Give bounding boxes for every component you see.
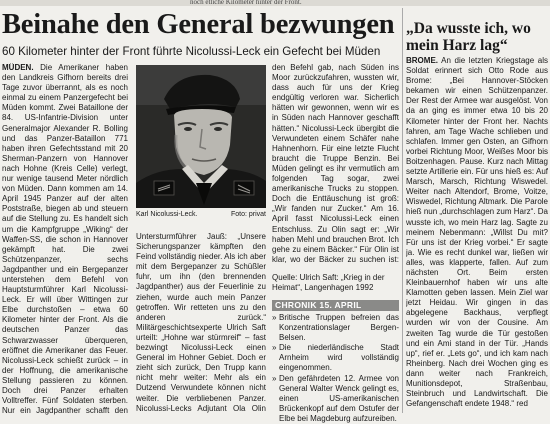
chronik-list xyxy=(272,313,399,424)
source-note: Quelle: Ulrich Saft: „Krieg in der Heimat“, Langenhagen 1992 xyxy=(272,273,385,293)
sidebar-text: An die letzten Kriegstage als Soldat erinnert sich Otto Rode aus Brome: „Bei Hannover-Stöcken bekamen wir einen Schützenpanzer. Der Rest der Armee war ausgelöst. Von da an ging es immer etwa 10 bis 20 Kilometer hinter der Front her. Nachts fahren, am Tage Wache schlieben und schlafen. Immer gen Osten, an Gifhorn vorbei Richtung Moor, Weißes Moor bis Boitzenhagen. Pause. Kurz nach Mittag setzte Artillerie ein. Für uns hieß es: Auf Marsch, Marsch, Richtung Wiswedel. Weiter nach Altendorf, Brome, Voitze, Wiswedel, Richtung Altmark. Die Parole hieß nun „durchschlagen zum Harz“. Da wusste ich, wo mein Harz lag. Sagte zu meinem Nebenmann: „Willst Du mit? Für uns ist der Krieg vorbei.“ Er sagte ja. Wie es recht dunkel war, ließen wir alles, was klapperte, fallen. Auf zum nächsten Ort. Beim ersten Kleinbauernhof haben wir uns alte Klamotten geben lassen. Mein Ziel war jetzt Heidau. Wir gingen in das abgelegene Backhaus, verpflegt wurden wir von der Cousine. Am zweiten Tag wurde die Tür gestoßen und ein Ami stand in der Tür. „Hands up“, rief er. „Lets go“, und ich kam nach Rheinberg. Nach drei Wochen ging es dann weiter nach Frankreich, Munitionsdepot, Straßenbau, Steinbruch und Landwirtschaft. Die Gefangenschaft endete 1948.“ xyxy=(406,56,548,409)
article-column-2 xyxy=(136,232,266,415)
article-column-3 xyxy=(272,63,399,263)
sidebar-article xyxy=(406,56,548,414)
photo-caption: Karl Nicolussi-Leck. xyxy=(136,211,198,218)
sidebar-headline: „Da wusste ich, wo mein Harz lag“ xyxy=(406,20,531,54)
chronik-header: CHRONIK 15. APRIL xyxy=(272,300,399,311)
column-divider xyxy=(402,8,403,413)
sidebar-dateline: BROME. xyxy=(406,56,438,65)
portrait-photo xyxy=(136,65,266,208)
chronik-item: » Die niederländische Stadt Arnheim wird vollständig eingenommen. xyxy=(272,343,399,373)
chronik-item: » Britische Truppen befreien das Konzentrationslager Bergen-Belsen. xyxy=(272,313,399,343)
top-strip-text: noch etliche Kilometer hinter der Front. xyxy=(190,0,302,6)
article-column-1 xyxy=(2,63,128,415)
author-signature: red xyxy=(516,399,528,409)
headline: Beinahe den General bezwungen xyxy=(2,9,395,40)
dateline: MÜDEN. xyxy=(2,63,34,72)
top-strip xyxy=(0,0,550,6)
photo-credit: Foto: privat xyxy=(230,211,266,218)
subheadline: 60 Kilometer hinter der Front führte Nicolussi-Leck ein Gefecht bei Müden xyxy=(2,45,381,58)
column-3-text: den Befehl gab, nach Süden ins Moor zurückzufahren, wussten wir, dass auch für uns der Krieg endgültig verloren war. Sicherlich hätten wir gewonnen, wenn wir es in Süden nach Hannover geschafft hätten.“ Nicolussi-Leck übergibt die Verwundeten einem Schäfer nahe Hahnenhorn. Für eine letzte Flucht braucht die Truppe Benzin. Bei Müden gelingt es ihr vermutlich am folgenden Tag sogar, zwei amerikanische Trucks zu stoppen. Doch die Enttäuschung ist groß: „Wir fanden nur Zucker.“ Am 16. April fasst Nicolussi-Leck einen Entschluss. Zu Olin sagt er: „Wir haben Mehl und brauchen Brot. Ich gehe zu einem Bäcker.“ Für Olin ist klar, wo der Bäcker zu suchen ist: xyxy=(272,63,399,263)
photo-caption-bar xyxy=(136,209,266,221)
column-2-text: Untersturmführer Jauß: „Unsere Sicherungspanzer kämpften den Feind vollständig nieder. Als ich aber mit dem Bergepanzer zu Schüßler fuhr, um ihn (den brennenden Jagdpanther) aus der Feuerlinie zu ziehen, wurde auch mein Panzer getroffen. Wir retteten uns zu den anderen zurück.“ Militärgeschichtsexperte Ulrich Saft urteilt: „Hohne war stürmreif“ – fast bezwingt Nicolussi-Leck einen General im Hohner Gebiet. Doch er zieht sich zurück, Den Trupp kann nicht mehr weiter: Mehr als ein Dutzend Verwundete können nicht weiter. Die verbliebenen Panzer. Nicolussi-Lecks Adjutant Ola Olin xyxy=(136,232,266,413)
chronik-item: » Den gefährdeten 12. Armee von General Walter Wenck gelingt es, einen US-amerikanischen Brückenkopf auf dem Ostufer der Elbe bei Magdeburg aufzureiben. xyxy=(272,374,399,424)
column-1-text: Die Amerikaner haben den Landkreis Gifhorn bereits drei Tage zuvor überrannt, als es noch einmal zu einem Panzergefecht bei Müden kommt. Zwei Bataillone der 84. US-Infantrie-Division unter Generalmajor Alexander R. Bolling und das Panzer-Bataillon 771 haben ihren Gefechtsstand mit 20 Sherman-Panzern von Hannover nach Hohne (Kreis Celle) verlegt, nur wenige tausend Meter nördlich von Müden. Dann kommen am 14. April 1945 Panzer auf der alten Poststraße, biegen ab und steuern auf die Stellung zu. Es handelt sich um die Kampfgruppe „Wiking“ der Waffen-SS, die schon in Hannover gekämpft hat. Die zwei Schützenpanzer, sechs Jagdpanther und ein Bergepanzer unterstehen dem Befehl von Hauptsturmführer Karl Nicolussi-Leck. Er will über Wittingen zur Elbe durchstoßen – etwa 60 Kilometer hinter der Front. Als die deutschen Panzer das Schwarzwasser überqueren, eröffnet die Amerikaner das Feuer. Nicolussi-Leck schießt zurück – in der Hoffnung, die amerikanische Stellung passieren zu können. Doch drei Panzer erhalten Volltreffer. Fünf Soldaten sterben. Nur ein Jagdpanther schafft den xyxy=(2,63,128,415)
soldier-portrait-image xyxy=(136,65,266,208)
